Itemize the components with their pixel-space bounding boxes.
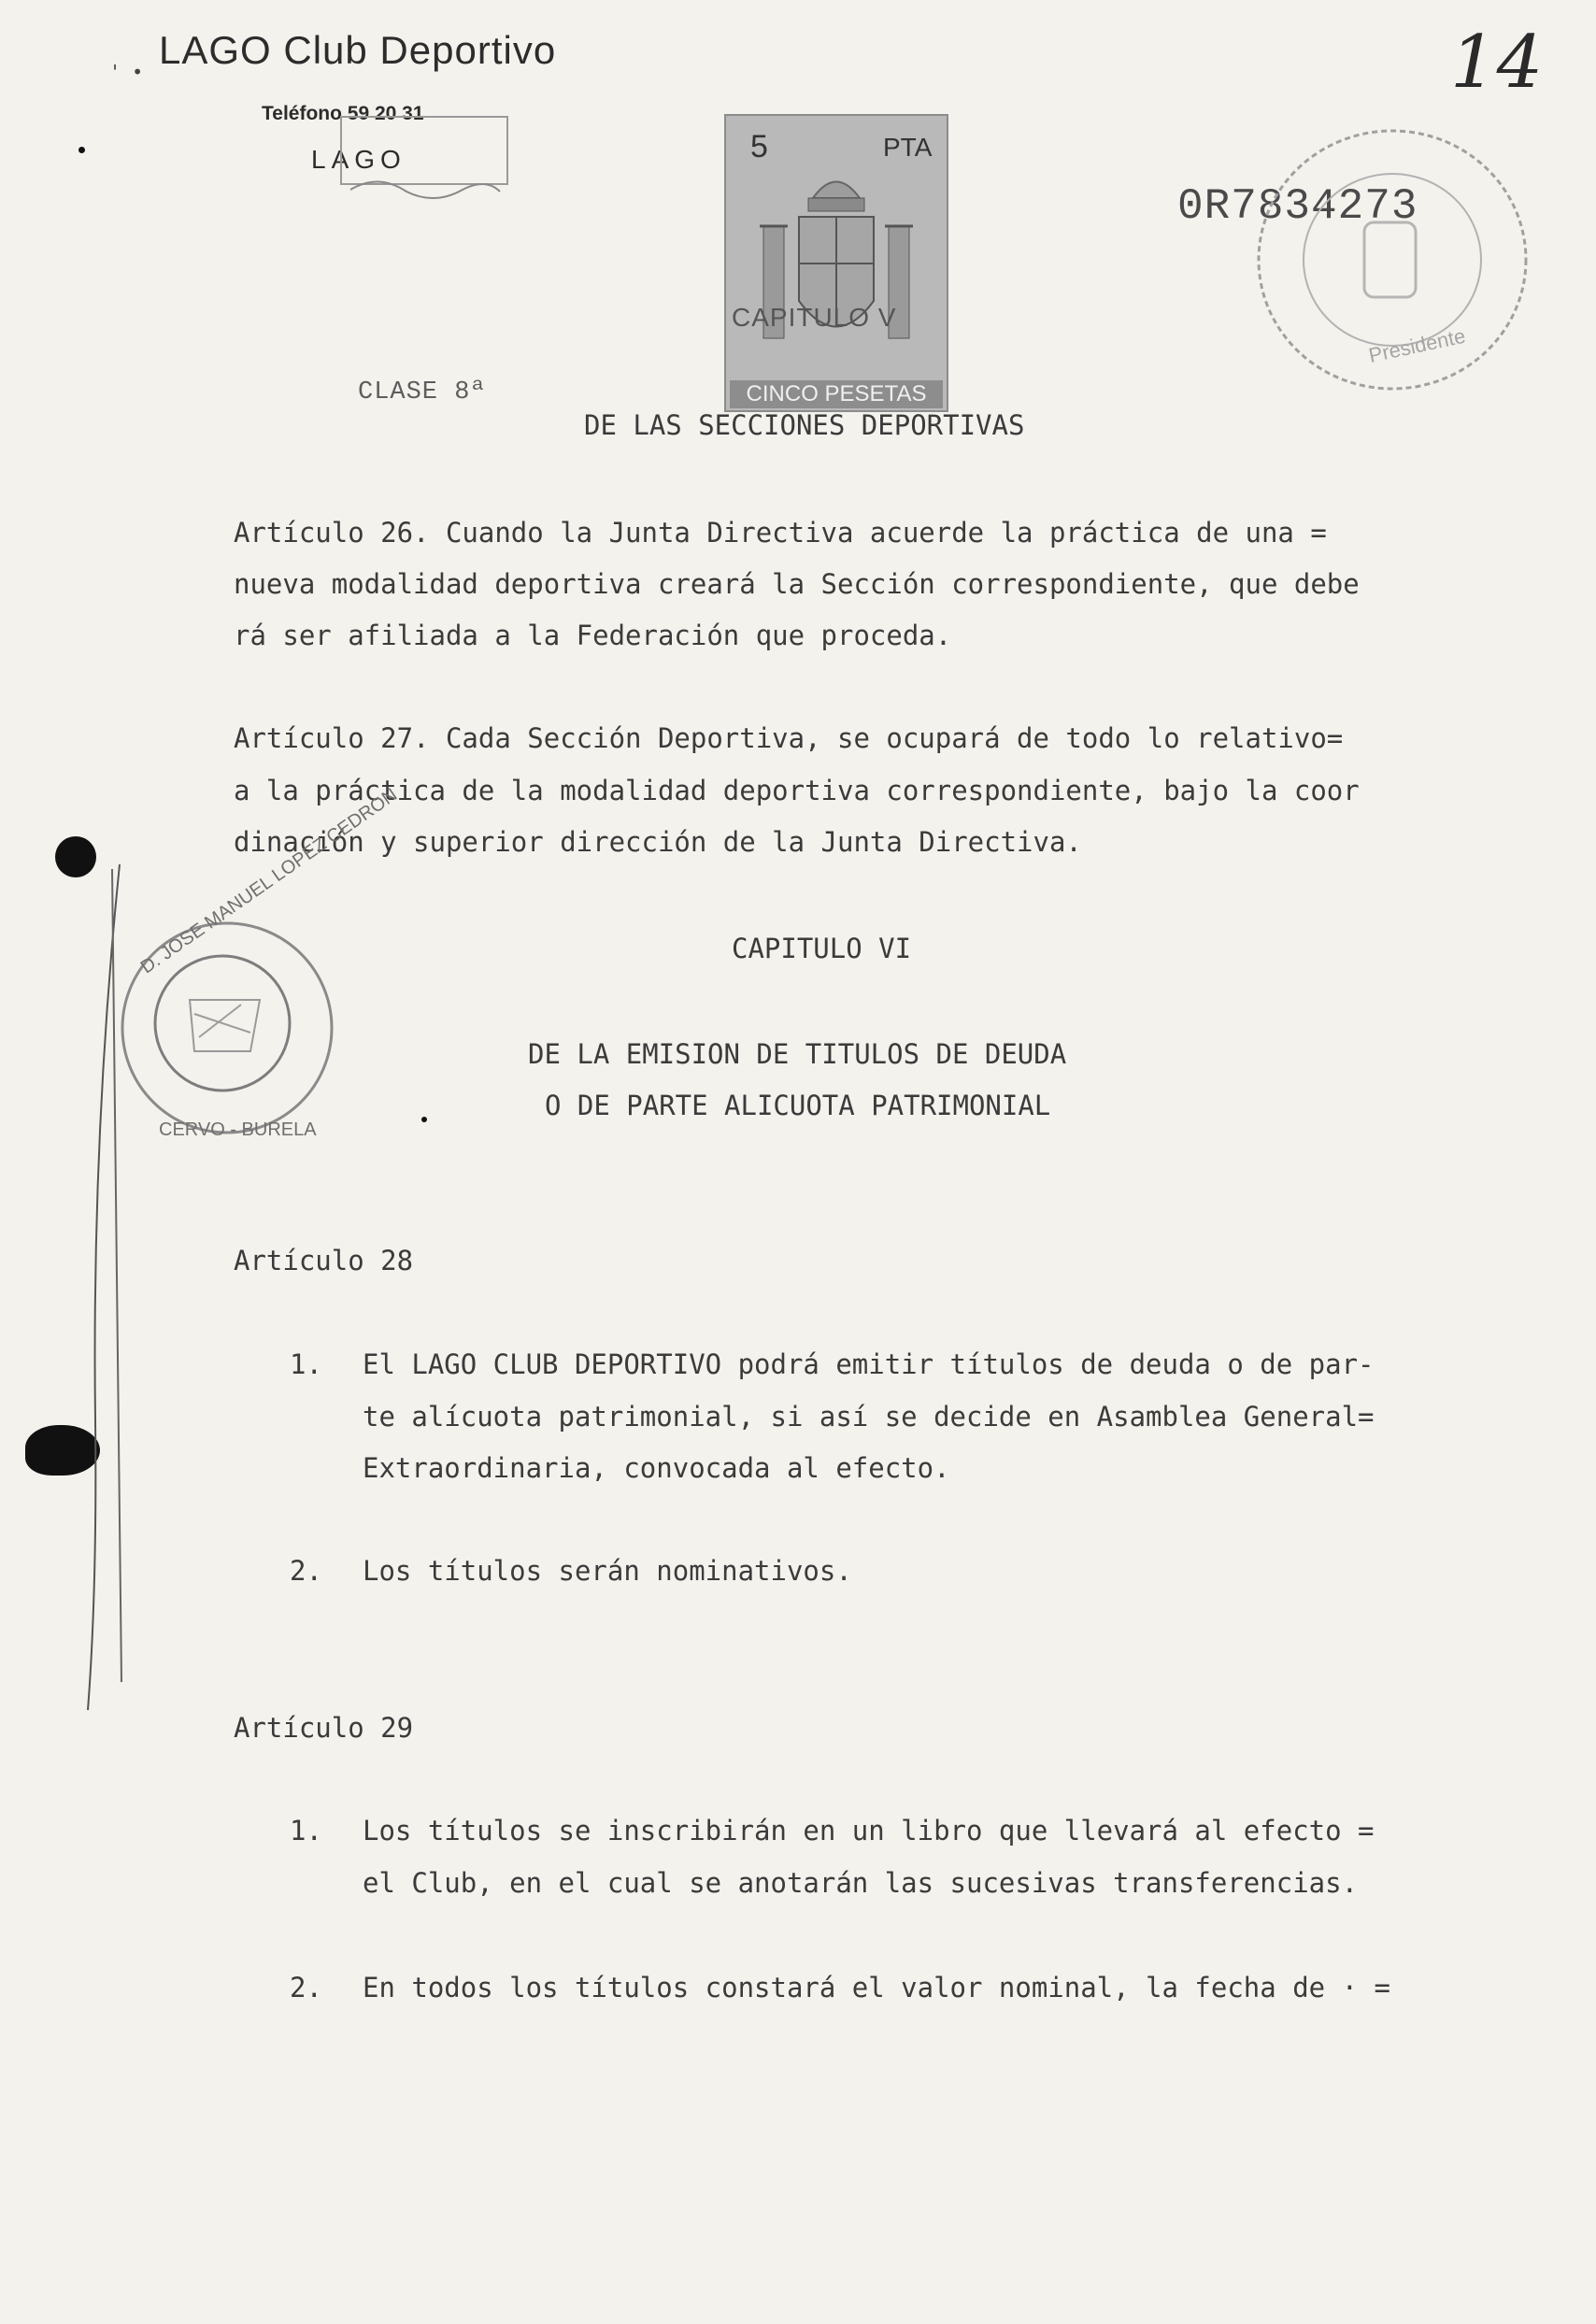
stamp-band: CINCO PESETAS — [730, 380, 943, 408]
margin-marks-icon: ' • — [109, 61, 144, 83]
timbre-logo-ornament — [341, 107, 509, 201]
club-seal-icon — [1247, 120, 1542, 400]
stamp-value: 5 — [750, 129, 768, 164]
serial-number: 0R7834273 — [1177, 182, 1418, 231]
article-28-p2-number: 2. — [290, 1555, 322, 1587]
article-26-line-2: nueva modalidad deportiva creará la Sección correspondiente, que debe — [234, 568, 1360, 600]
coat-of-arms-icon — [752, 161, 920, 376]
article-29-heading: Artículo 29 — [234, 1712, 414, 1744]
letterhead-logo-text: LAGO — [311, 145, 406, 174]
seal-text: Presidente — [1366, 323, 1468, 367]
clase-label: CLASE 8ª — [358, 378, 487, 406]
notary-seal-icon — [101, 784, 402, 1154]
punch-mark-icon — [78, 147, 85, 153]
article-28-p1-line-1: El LAGO CLUB DEPORTIVO podrá emitir títulos de deuda o de par- — [363, 1348, 1375, 1380]
article-26-line-1: Artículo 26. Cuando la Junta Directiva acuerde la práctica de una = — [234, 517, 1327, 549]
article-27-line-2: a la práctica de la modalidad deportiva correspondiente, bajo la coor — [234, 775, 1360, 806]
article-28-p1-number: 1. — [290, 1348, 322, 1380]
seal-outer-text: D. JOSE MANUEL LOPEZ CEDRON — [136, 784, 402, 978]
chapter-title: CAPITULO VI — [732, 933, 912, 964]
article-27-line-1: Artículo 27. Cada Sección Deportiva, se ocupará de todo lo relativo= — [234, 722, 1344, 754]
article-28-p2-line-1: Los títulos serán nominativos. — [363, 1555, 852, 1587]
letterhead-brand: LAGO Club Deportivo — [159, 28, 557, 72]
article-29-p1-number: 1. — [290, 1815, 322, 1846]
handwritten-page-number: 14 — [1450, 21, 1544, 105]
seal-bottom-text: CERVO - BURELA — [159, 1119, 317, 1140]
article-29-p1-line-2: el Club, en el cual se anotarán las sucesivas transferencias. — [363, 1867, 1359, 1899]
fiscal-stamp — [724, 114, 948, 412]
article-27-line-3: dinación y superior dirección de la Junta Directiva. — [234, 826, 1082, 858]
article-29-p1-line-1: Los títulos se inscribirán en un libro que llevará al efecto = — [363, 1815, 1375, 1846]
chapter-subtitle-line-2: O DE PARTE ALICUOTA PATRIMONIAL — [545, 1090, 1051, 1121]
article-28-p1-line-2: te alícuota patrimonial, si así se decide en Asamblea General= — [363, 1401, 1375, 1433]
section-heading: DE LAS SECCIONES DEPORTIVAS — [584, 409, 1025, 441]
article-26-line-3: rá ser afiliada a la Federación que proceda. — [234, 620, 952, 651]
stamp-unit: PTA — [883, 133, 933, 162]
article-28-heading: Artículo 28 — [234, 1245, 414, 1276]
article-29-p2-line-1: En todos los títulos constará el valor nominal, la fecha de · = — [363, 1972, 1390, 2003]
article-28-p1-line-3: Extraordinaria, convocada al efecto. — [363, 1452, 950, 1484]
stray-mark-icon — [421, 1117, 427, 1122]
stamp-overprint: CAPITULO V — [732, 303, 897, 332]
letterhead-phone: Teléfono 59 20 31 — [262, 103, 424, 124]
article-29-p2-number: 2. — [290, 1972, 322, 2003]
chapter-subtitle-line-1: DE LA EMISION DE TITULOS DE DEUDA — [528, 1038, 1067, 1070]
